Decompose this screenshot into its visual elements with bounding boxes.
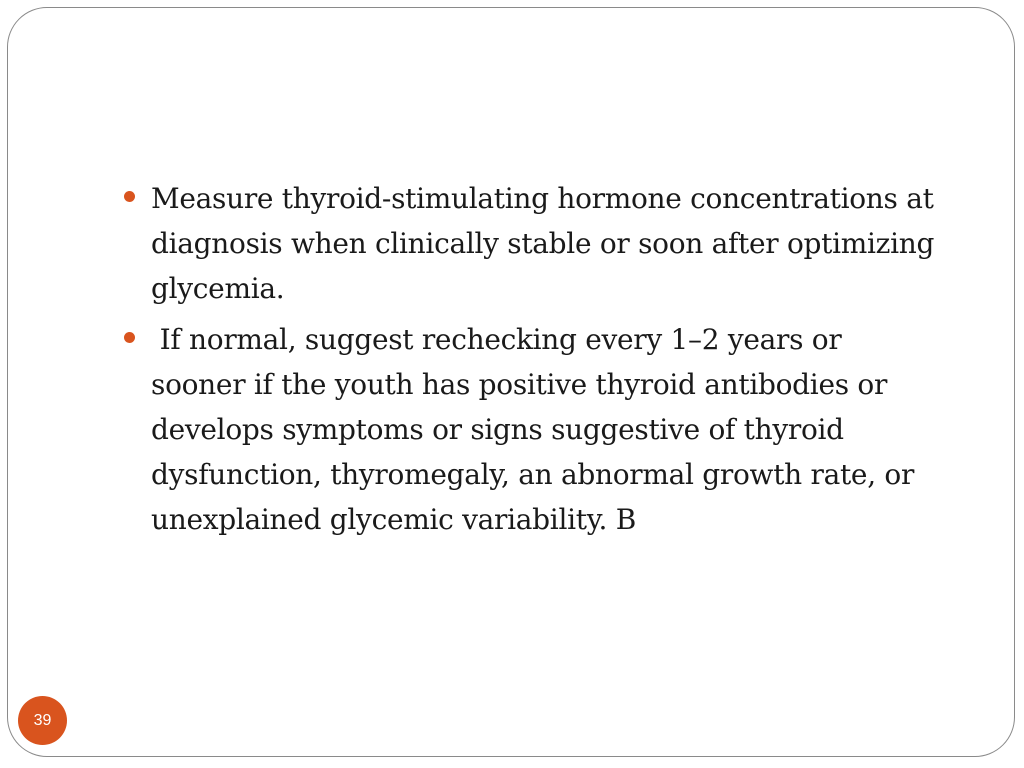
bullet-dot-icon	[124, 191, 135, 202]
bullet-text: If normal, suggest rechecking every 1–2 years or sooner if the youth has positive thyroid antibodies or develops symptoms or signs suggestive of thyroid dysfunction, thyromegaly, an abnormal growth rate, or unexplained glycemic variability. B	[151, 323, 923, 536]
bullet-item	[118, 176, 938, 311]
page-number-badge: 39	[18, 696, 67, 745]
bullet-list	[118, 176, 938, 548]
bullet-item	[118, 317, 938, 542]
bullet-text: Measure thyroid-stimulating hormone concentrations at diagnosis when clinically stable or soon after optimizing glycemia.	[151, 182, 935, 305]
slide-frame	[7, 7, 1015, 757]
bullet-dot-icon	[124, 332, 135, 343]
